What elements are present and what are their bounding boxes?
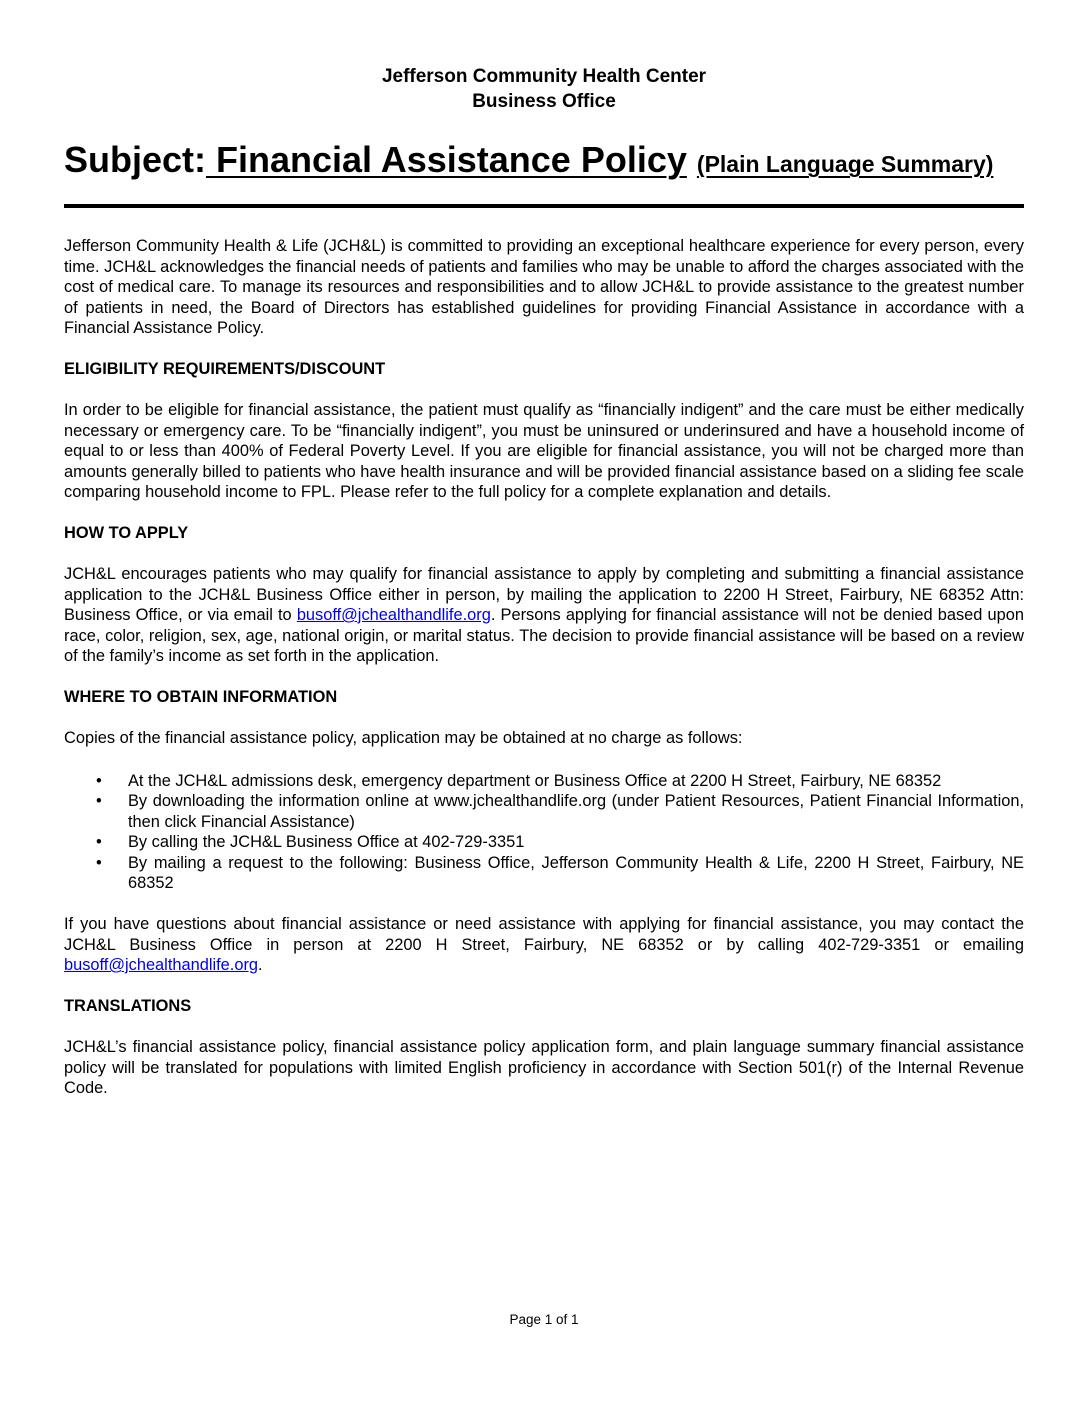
- how-to-apply-heading: HOW TO APPLY: [64, 524, 189, 542]
- eligibility-paragraph: In order to be eligible for financial assistance, the patient must qualify as “financially indigent” and the care must be either medically necessary or emergency care. To be “financially indigent”, you must be uninsured or underinsured and have a household income of equal to or less than 400% of Federal Poverty Level. If you are eligible for financial assistance, you will not be charged more than amounts generally billed to patients who have health insurance and will be provided financial assistance based on a sliding fee scale comparing household income to FPL. Please refer to the full policy for a complete explanation and details.: [64, 401, 1024, 501]
- list-item: [64, 771, 1024, 792]
- translations-paragraph: JCH&L’s financial assistance policy, financial assistance policy application form, and plain language summary financial assistance policy will be translated for populations with limited English proficiency in accordance with Section 501(r) of the Internal Revenue Code.: [64, 1038, 1024, 1097]
- obtain-info-heading: WHERE TO OBTAIN INFORMATION: [64, 688, 338, 706]
- list-item-text: At the JCH&L admissions desk, emergency department or Business Office at 2200 H Street, Fairbury, NE 68352: [128, 771, 942, 790]
- list-item-text: By mailing a request to the following: Business Office, Jefferson Community Health & Life, 2200 H Street, Fairbury, NE 68352: [128, 853, 1024, 892]
- intro-paragraph: Jefferson Community Health & Life (JCH&L) is committed to providing an exceptional healthcare experience for every person, every time. JCH&L acknowledges the financial needs of patients and families who may be unable to afford the charges associated with the cost of medical care. To manage its resources and responsibilities and to allow JCH&L to provide assistance to the greatest number of patients in need, the Board of Directors has established guidelines for providing Financial Assistance in accordance with a Financial Assistance Policy.: [64, 237, 1024, 337]
- obtain-info-list: [64, 771, 1024, 894]
- business-office-email-link[interactable]: busoff@jchealthandlife.org: [296, 606, 491, 624]
- apply-text-after: . Persons applying for financial assistance will not be denied based upon race, color, religion, sex, age, national origin, or marital status. The decision to provide financial assistance will be based on a review of the family’s income as set forth in the application.: [64, 606, 1024, 665]
- how-to-apply-paragraph: [64, 564, 1024, 667]
- subject-label: Subject:: [64, 139, 207, 180]
- department-name: Business Office: [472, 91, 616, 112]
- list-item-text: By calling the JCH&L Business Office at 402-729-3351: [128, 833, 525, 851]
- obtain-info-intro: Copies of the financial assistance policy, application may be obtained at no charge as follows:: [64, 729, 743, 747]
- bullet-icon: •: [96, 833, 102, 851]
- list-item: [64, 791, 1024, 832]
- subject-title: Financial Assistance Policy: [206, 139, 687, 180]
- bullet-icon: •: [96, 792, 102, 810]
- bullet-icon: •: [96, 771, 102, 790]
- list-item: [64, 832, 1024, 853]
- translations-heading: TRANSLATIONS: [64, 997, 192, 1015]
- header-divider: [64, 204, 1024, 208]
- subject-line: [64, 138, 1024, 186]
- list-item-text: By downloading the information online at www.jchealthandlife.org (under Patient Resources, Patient Financial Information, then click Financial Assistance): [128, 792, 1024, 831]
- contact-text-after: .: [258, 956, 263, 974]
- contact-text-before: If you have questions about financial assistance or need assistance with applying for financial assistance, you may contact the JCH&L Business Office in person at 2200 H Street, Fairbury, NE 68352 or by calling 402-729-3351 or emailing: [64, 915, 1024, 954]
- list-item: [64, 853, 1024, 894]
- contact-paragraph: [64, 914, 1024, 976]
- apply-text-before: JCH&L encourages patients who may qualify for financial assistance to apply by completing and submitting a financial assistance application to the JCH&L Business Office either in person, by mailing the application to 2200 H Street, Fairbury, NE 68352 Attn: Business Office, or via email to: [64, 565, 1024, 624]
- contact-email-link[interactable]: busoff@jchealthandlife.org: [64, 956, 259, 974]
- bullet-icon: •: [96, 853, 102, 872]
- eligibility-heading: ELIGIBILITY REQUIREMENTS/DISCOUNT: [64, 360, 386, 378]
- organization-name: Jefferson Community Health Center: [381, 66, 707, 87]
- page-number: Page 1 of 1: [509, 1312, 579, 1327]
- document-body: [64, 236, 1024, 1119]
- organization-header: [0, 64, 1088, 114]
- subject-subtitle: (Plain Language Summary): [696, 151, 994, 177]
